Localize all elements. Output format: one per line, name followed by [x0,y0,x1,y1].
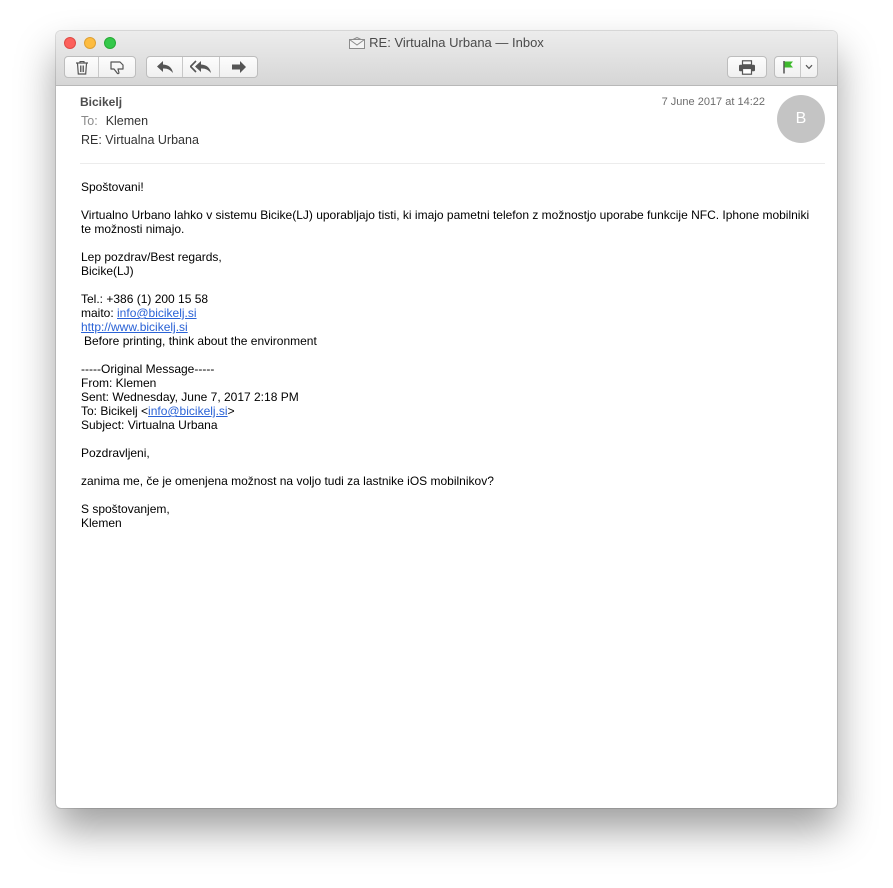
delete-junk-group [64,56,136,78]
junk-button[interactable] [99,57,135,77]
window-title [56,35,837,52]
sender-name: Bicikelj [80,95,123,109]
signoff-name: Klemen [81,516,122,530]
to-label: To: [81,114,98,128]
original-to-suffix: > [227,404,235,418]
paragraph-1-line-1: Virtualno Urbano lahko v sistemu Bicike(LJ) uporabljajo tisti, ki imajo pametni telefon z možnostjo uporabe funkcije NFC. Iphone mobilniki [81,208,810,222]
telephone: Tel.: +386 (1) 200 15 58 [81,292,209,306]
chevron-down-icon [805,64,813,70]
recipient-name[interactable]: Klemen [105,114,149,128]
reply-button[interactable] [147,57,183,77]
original-to-prefix: To: Bicikelj < [81,404,149,418]
reply-icon [156,60,174,74]
original-question: zanima me, če je omenjena možnost na voljo tudi za lastnike iOS mobilnikov? [81,474,494,488]
flag-group [774,56,818,78]
title-bar [56,31,837,86]
original-sent: Sent: Wednesday, June 7, 2017 2:18 PM [81,390,299,404]
contact-block [81,292,821,348]
original-message-separator: -----Original Message----- [81,362,215,376]
reply-group [146,56,258,78]
reply-all-button[interactable] [183,57,220,77]
signature-regards [81,250,821,278]
regards-text: Lep pozdrav/Best regards, [81,250,222,264]
original-subject: Subject: Virtualna Urbana [81,418,218,432]
recipient-line [81,114,148,128]
flag-icon [782,60,794,74]
junk-icon [109,60,125,75]
original-to-email-link[interactable]: info@bicikelj.si [148,404,228,418]
header-divider [80,163,825,164]
forward-icon [231,60,247,74]
website-link[interactable]: http://www.bicikelj.si [81,320,188,334]
window-title-text: RE: Virtualna Urbana — Inbox [369,35,544,50]
reply-all-icon [190,60,212,74]
email-link[interactable]: info@bicikelj.si [117,306,197,320]
print-button[interactable] [728,57,766,77]
print-group [727,56,767,78]
mailto-label: maito: [81,306,118,320]
trash-icon [75,60,89,75]
avatar: B [777,95,825,143]
forward-button[interactable] [220,57,257,77]
original-signoff [81,502,821,530]
print-icon [738,60,756,75]
original-to [81,404,821,418]
original-from: From: Klemen [81,376,157,390]
organization-name: Bicike(LJ) [81,264,134,278]
signoff-text: S spoštovanjem, [81,502,170,516]
message-date: 7 June 2017 at 14:22 [661,96,765,108]
envelope-icon [349,37,365,52]
message-body [81,180,821,544]
paragraph-1 [81,208,821,236]
greeting: Spoštovani! [81,180,144,194]
original-message-header [81,362,821,432]
message-subject: RE: Virtualna Urbana [81,133,199,147]
flag-button[interactable] [775,57,801,77]
original-greeting: Pozdravljeni, [81,446,150,460]
mailto-line [81,306,821,320]
delete-button[interactable] [65,57,99,77]
mail-window [56,31,837,808]
paragraph-1-line-2: te možnosti nimajo. [81,222,185,236]
flag-menu-button[interactable] [801,57,817,77]
eco-note: Before printing, think about the environment [84,334,317,348]
